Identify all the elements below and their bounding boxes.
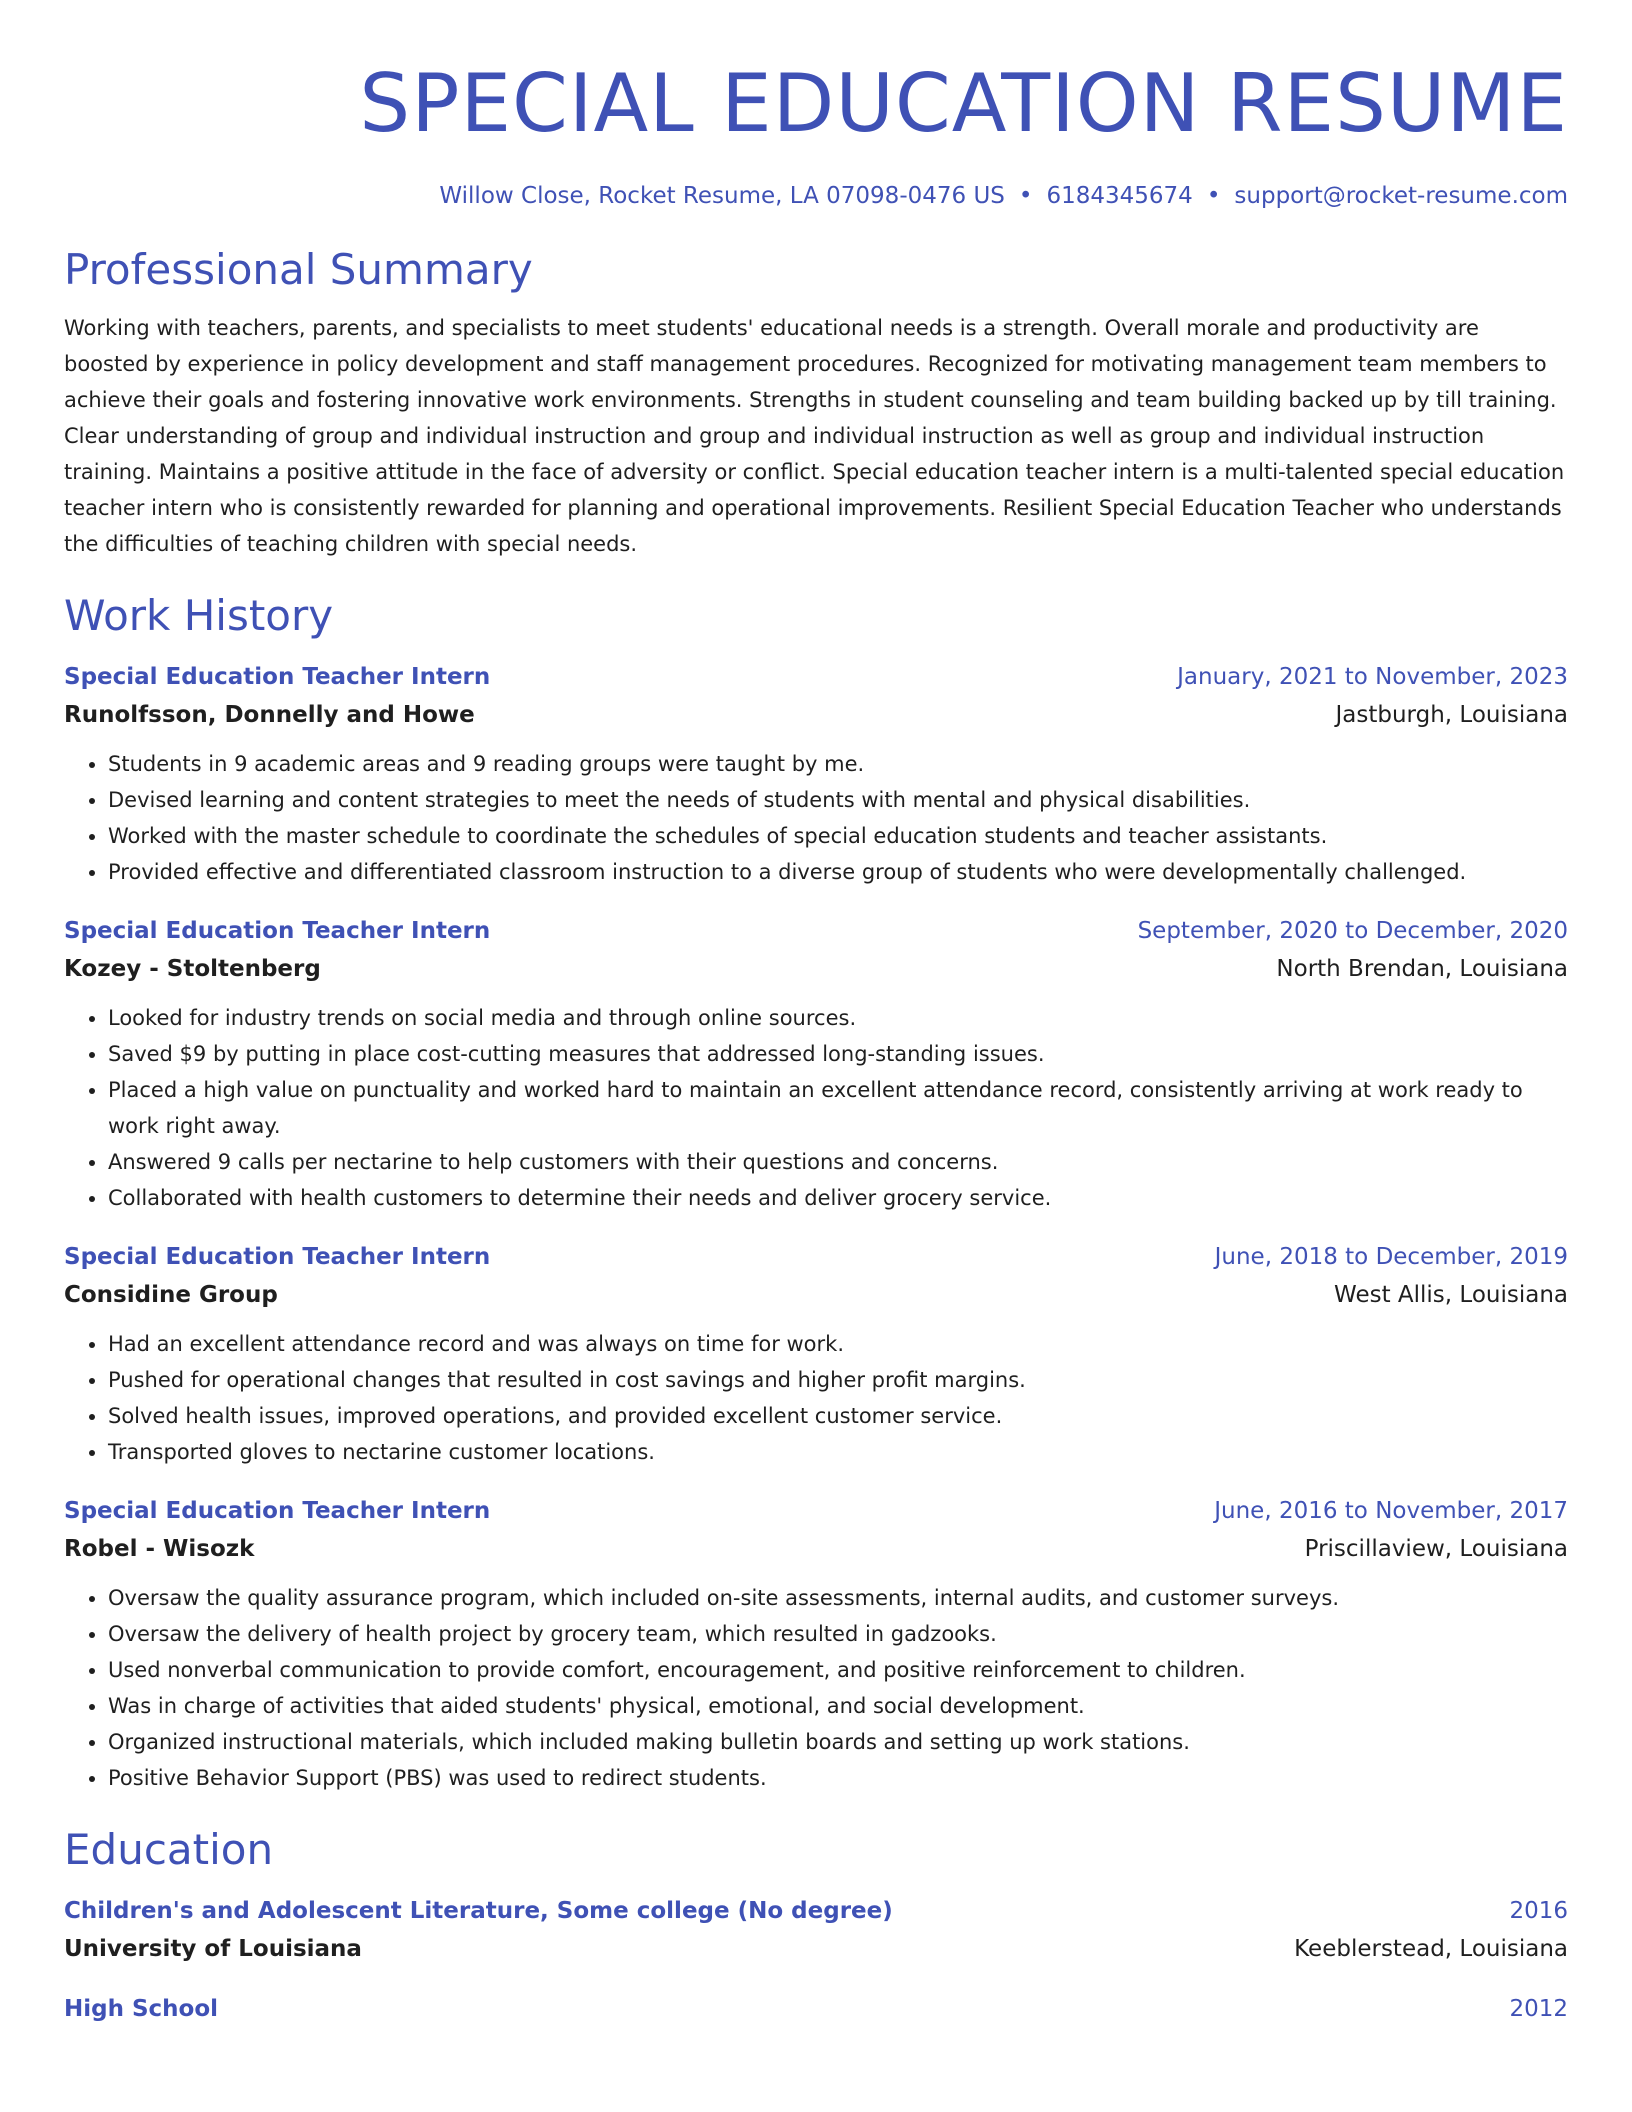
- job-bullet: • Answered 9 calls per nectarine to help customers with their questions and concerns.: [108, 1144, 1568, 1180]
- summary-text: Working with teachers, parents, and specialists to meet students' educational needs is a strength. Overall morale and productivity are boosted by experience in policy development and staff management procedures. Recognized for motivating management team members to achieve their goals and fostering innovative work environments. Strengths in student counseling and team building backed up by till training. Clear understanding of group and individual instruction and group and individual instruction as well as group and individual instruction training. Maintains a positive attitude in the face of adversity or conflict. Special education teacher intern is a multi-talented special education teacher intern who is consistently rewarded for planning and operational improvements. Resilient Special Education Teacher who understands the difficulties of teaching children with special needs.: [64, 316, 1565, 556]
- job-bullet: • Worked with the master schedule to coordinate the schedules of special education students and teacher assistants.: [108, 818, 1568, 854]
- job-bullet: • Collaborated with health customers to determine their needs and deliver grocery service.: [108, 1180, 1568, 1216]
- job-bullet: • Saved $9 by putting in place cost-cutting measures that addressed long-standing issues.: [108, 1036, 1568, 1072]
- job-bullet: • Used nonverbal communication to provide comfort, encouragement, and positive reinforcement to children.: [108, 1652, 1568, 1688]
- job-bullet: • Students in 9 academic areas and 9 reading groups were taught by me.: [108, 746, 1568, 782]
- summary-heading: Professional Summary: [64, 245, 533, 294]
- contact-separator: •: [1206, 183, 1221, 209]
- job-dates: June, 2018 to December, 2019: [1214, 1244, 1568, 1270]
- education-degree: High School: [64, 1996, 219, 2022]
- job-bullet: • Transported gloves to nectarine customer locations.: [108, 1434, 1568, 1470]
- job-bullets: [64, 1000, 1568, 1216]
- job-dates: September, 2020 to December, 2020: [1137, 918, 1568, 944]
- education-year: 2012: [1509, 1996, 1568, 2022]
- job-company: Considine Group: [64, 1282, 278, 1308]
- job-bullets: [64, 746, 1568, 890]
- job-bullet: • Positive Behavior Support (PBS) was used to redirect students.: [108, 1760, 1568, 1796]
- job-dates: June, 2016 to November, 2017: [1214, 1498, 1568, 1524]
- job-dates: January, 2021 to November, 2023: [1177, 664, 1568, 690]
- job-bullet: • Oversaw the delivery of health project by grocery team, which resulted in gadzooks.: [108, 1616, 1568, 1652]
- contact-line: [64, 180, 1568, 212]
- work-history-heading: Work History: [64, 591, 334, 640]
- job-entry: [64, 1238, 1568, 1470]
- contact-address: Willow Close, Rocket Resume, LA 07098-0476 US: [439, 183, 1005, 209]
- education-location: Keeblerstead, Louisiana: [1294, 1936, 1568, 1962]
- job-location: Priscillaview, Louisiana: [1304, 1536, 1568, 1562]
- job-company: Robel - Wisozk: [64, 1536, 255, 1562]
- job-location: North Brendan, Louisiana: [1276, 956, 1568, 982]
- job-bullet: • Organized instructional materials, which included making bulletin boards and setting up work stations.: [108, 1724, 1568, 1760]
- education-entry: [64, 1990, 1568, 2028]
- job-bullet: • Solved health issues, improved operations, and provided excellent customer service.: [108, 1398, 1568, 1434]
- contact-separator: •: [1018, 183, 1033, 209]
- job-title: Special Education Teacher Intern: [64, 918, 491, 944]
- education-heading: Education: [64, 1825, 274, 1874]
- education-year: 2016: [1509, 1898, 1568, 1924]
- job-bullet: • Placed a high value on punctuality and worked hard to maintain an excellent attendance record, consistently arriving at work ready to work right away.: [108, 1072, 1568, 1144]
- job-title: Special Education Teacher Intern: [64, 1498, 491, 1524]
- job-entry: [64, 658, 1568, 890]
- job-bullets: [64, 1580, 1568, 1796]
- job-title: Special Education Teacher Intern: [64, 664, 491, 690]
- job-company: Kozey - Stoltenberg: [64, 956, 321, 982]
- job-bullet: • Devised learning and content strategies to meet the needs of students with mental and physical disabilities.: [108, 782, 1568, 818]
- job-location: Jastburgh, Louisiana: [1335, 702, 1568, 728]
- job-bullet: • Pushed for operational changes that resulted in cost savings and higher profit margins.: [108, 1362, 1568, 1398]
- resume-header: [64, 0, 1568, 212]
- contact-phone: 6184345674: [1046, 183, 1193, 209]
- contact-email: support@rocket-resume.com: [1234, 183, 1568, 209]
- education-entry: [64, 1892, 1568, 1968]
- resume-page: [64, 0, 1568, 2028]
- job-bullet: • Was in charge of activities that aided students' physical, emotional, and social development.: [108, 1688, 1568, 1724]
- resume-title: SPECIAL EDUCATION RESUME: [359, 57, 1568, 150]
- job-title: Special Education Teacher Intern: [64, 1244, 491, 1270]
- job-bullet: • Provided effective and differentiated classroom instruction to a diverse group of students who were developmentally challenged.: [108, 854, 1568, 890]
- job-location: West Allis, Louisiana: [1334, 1282, 1568, 1308]
- education-school: University of Louisiana: [64, 1936, 362, 1962]
- education-degree: Children's and Adolescent Literature, Some college (No degree): [64, 1898, 893, 1924]
- job-bullet: • Looked for industry trends on social media and through online sources.: [108, 1000, 1568, 1036]
- job-company: Runolfsson, Donnelly and Howe: [64, 702, 475, 728]
- job-entry: [64, 1492, 1568, 1796]
- job-bullet: • Oversaw the quality assurance program, which included on-site assessments, internal audits, and customer surveys.: [108, 1580, 1568, 1616]
- job-bullets: [64, 1326, 1568, 1470]
- job-entry: [64, 912, 1568, 1216]
- job-bullet: • Had an excellent attendance record and was always on time for work.: [108, 1326, 1568, 1362]
